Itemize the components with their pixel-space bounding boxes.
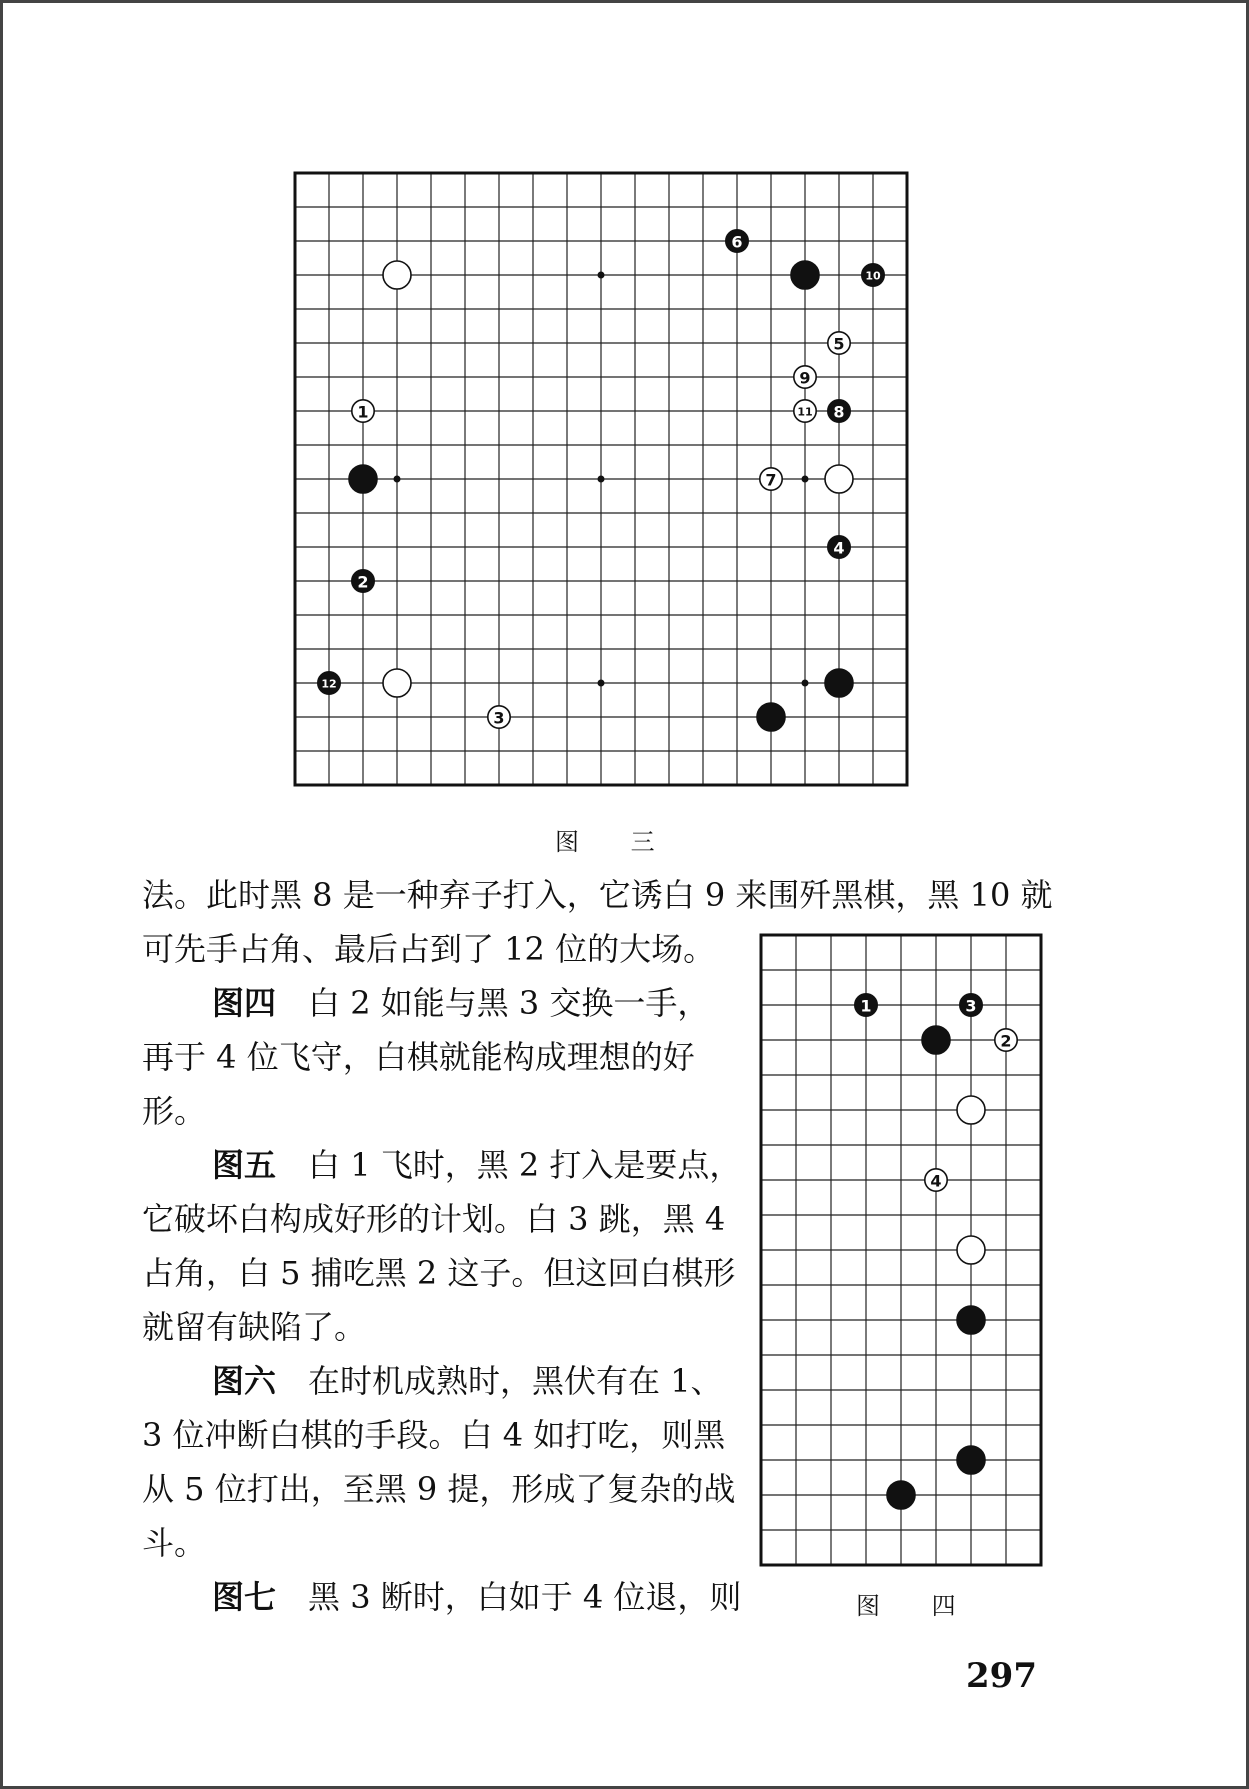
paragraph-figure-4 (142, 976, 742, 1030)
stone-disc (383, 669, 411, 697)
figure-5-label: 图五 (212, 1146, 277, 1184)
paragraph-figure-6-cont (142, 1408, 742, 1570)
star-point (394, 476, 401, 483)
star-point (802, 476, 809, 483)
stone-number: 3 (965, 996, 977, 1016)
text-line: 就留有缺陷了。 (142, 1308, 367, 1346)
stone-number: 7 (765, 470, 777, 490)
text-line: 占角，白 5 捕吃黑 2 这子。但这回白棋形 (142, 1254, 736, 1292)
white-stone-9 (794, 366, 816, 388)
black-stone-8 (828, 400, 850, 422)
stone-disc (825, 669, 853, 697)
white-stone-11 (794, 400, 816, 422)
text-line: 白 1 飞时，黑 2 打入是要点， (276, 1146, 742, 1184)
black-stone-12 (318, 672, 340, 694)
stone-number: 1 (357, 402, 369, 422)
figure-4-caption: 图 四 (856, 1592, 978, 1620)
black-stone (757, 703, 785, 731)
white-stone-7 (760, 468, 782, 490)
stone-number: 2 (357, 572, 369, 592)
black-stone (349, 465, 377, 493)
text-line: 3 位冲断白棋的手段。白 4 如打吃，则黑 (142, 1416, 726, 1454)
stone-number: 5 (833, 334, 845, 354)
text-line: 白 2 如能与黑 3 交换一手， (276, 984, 710, 1022)
paragraph-figure-5-cont (142, 1192, 742, 1354)
figure-3-caption: 图 三 (555, 828, 677, 856)
stone-disc (383, 261, 411, 289)
white-stone (383, 261, 411, 289)
white-stone-3 (488, 706, 510, 728)
stone-number: 4 (930, 1171, 942, 1191)
figure-4-label: 图四 (212, 984, 277, 1022)
text-line: 斗。 (142, 1524, 207, 1562)
stone-number: 11 (797, 405, 813, 419)
paragraph-figure-5 (142, 1138, 742, 1192)
star-point (598, 476, 605, 483)
paragraph-figure-4-cont (142, 1030, 742, 1138)
paragraph-figure-7 (142, 1570, 742, 1624)
text-line: 形。 (142, 1092, 207, 1130)
paragraph-figure-3 (142, 868, 1082, 976)
text-line: 黑 3 断时，白如于 4 位退，则 (276, 1578, 742, 1616)
go-board-figure-3 (292, 170, 908, 810)
figure-7-label: 图七 (212, 1578, 277, 1616)
text-line: 法。此时黑 8 是一种弃子打入，它诱白 9 来围歼黑棋，黑 10 就 (142, 876, 1053, 914)
stone-disc (791, 261, 819, 289)
white-stone-1 (352, 400, 374, 422)
page-number: 297 (966, 1656, 1037, 1696)
black-stone-10 (862, 264, 884, 286)
star-point (802, 680, 809, 687)
stone-number: 9 (799, 368, 811, 388)
stone-disc (825, 465, 853, 493)
stone-number: 4 (833, 538, 845, 558)
white-stone (825, 465, 853, 493)
stone-disc (757, 703, 785, 731)
figure-6-label: 图六 (212, 1362, 277, 1400)
stone-number: 1 (860, 996, 872, 1016)
paragraph-figure-6 (142, 1354, 742, 1408)
text-line: 再于 4 位飞守，白棋就能构成理想的好 (142, 1038, 695, 1076)
star-point (598, 680, 605, 687)
text-line: 从 5 位打出，至黑 9 提，形成了复杂的战 (142, 1470, 736, 1508)
black-stone-2 (352, 570, 374, 592)
black-stone-6 (726, 230, 748, 252)
black-stone-4 (828, 536, 850, 558)
white-stone-5 (828, 332, 850, 354)
stone-number: 12 (321, 677, 337, 691)
stone-disc (349, 465, 377, 493)
white-stone (383, 669, 411, 697)
text-line: 在时机成熟时，黑伏有在 1、 (276, 1362, 723, 1400)
stone-number: 6 (731, 232, 743, 252)
stone-number: 3 (493, 708, 505, 728)
black-stone (825, 669, 853, 697)
text-line: 可先手占角、最后占到了 12 位的大场。 (142, 930, 716, 968)
stone-number: 10 (865, 269, 881, 283)
text-line: 它破坏白构成好形的计划。白 3 跳，黑 4 (142, 1200, 726, 1238)
stone-number: 2 (1000, 1031, 1012, 1051)
body-text (142, 868, 1082, 1624)
stone-number: 8 (833, 402, 845, 422)
black-stone (791, 261, 819, 289)
star-point (598, 272, 605, 279)
